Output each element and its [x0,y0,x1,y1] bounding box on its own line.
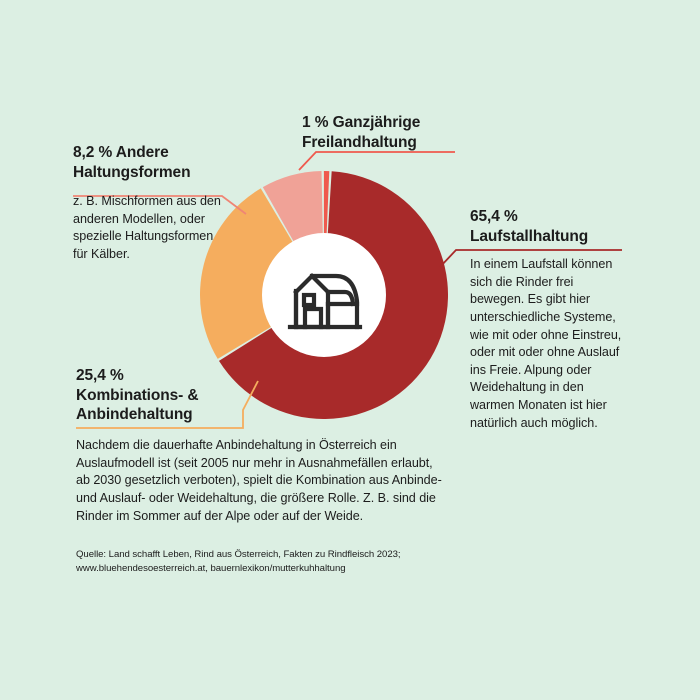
callout-andere [73,143,225,264]
callout-ganzjaehrig-percent: 1 % [302,114,329,131]
callout-andere-percent: 8,2 % [73,144,113,161]
callout-andere-body: z. B. Mischformen aus den anderen Modellen, oder spezielle Haltungsformen für Kälber. [73,194,221,261]
source-note [76,548,496,575]
callout-kombination-label: Kombinations- & [76,386,199,404]
callout-laufstall-percent: 65,4 % [470,208,518,225]
callout-kombination-title [76,366,276,425]
callout-laufstall-body: In einem Laufstall können sich die Rinder frei bewegen. Es gibt hier unterschiedliche Systeme, wie mit oder ohne Einstreu, oder mit oder ohne Auslauf ins Freie. Alpung oder Weidehaltung in den warmen Monaten ist hier natürlich auch möglich. [470,257,622,430]
callout-andere-label: Andere [115,144,169,161]
callout-kombination [76,366,276,425]
callout-ganzjaehrig-label: Ganzjährige [332,114,421,131]
callout-ganzjaehrig [302,113,454,152]
source-line-1: Quelle: Land schafft Leben, Rind aus Österreich, Fakten zu Rindfleisch 2023; [76,549,401,560]
callout-laufstall-title [470,207,622,246]
callout-andere-title [73,143,225,182]
callout-laufstall-label: Laufstallhaltung [470,227,589,245]
callout-ganzjaehrig-title [302,113,454,152]
connector-ganzjaehrig [299,152,455,170]
donut-center-disc [262,233,386,357]
callout-kombination-body: Nachdem die dauerhafte Anbindehaltung in Österreich ein Auslaufmodell ist (seit 2005 nur mehr in Ausnahmefällen erlaubt, ab 2030 gesetzlich verboten), spielt die Kombination aus Anbinde- und Auslauf- oder Weidehaltung, die größere Rolle. Z. B. sind die Rinder im Sommer auf der Alpe oder auf der Weide. [76,438,442,523]
callout-laufstall [470,207,622,432]
callout-kombination-percent: 25,4 % [76,367,124,384]
callout-andere-label2: Haltungsformen [73,163,191,181]
callout-kombination-label2: Anbindehaltung [76,406,193,424]
callout-ganzjaehrig-label2: Freilandhaltung [302,133,417,151]
source-line-2: www.bluehendesoesterreich.at, bauernlexikon/mutterkuhhaltung [76,562,346,574]
